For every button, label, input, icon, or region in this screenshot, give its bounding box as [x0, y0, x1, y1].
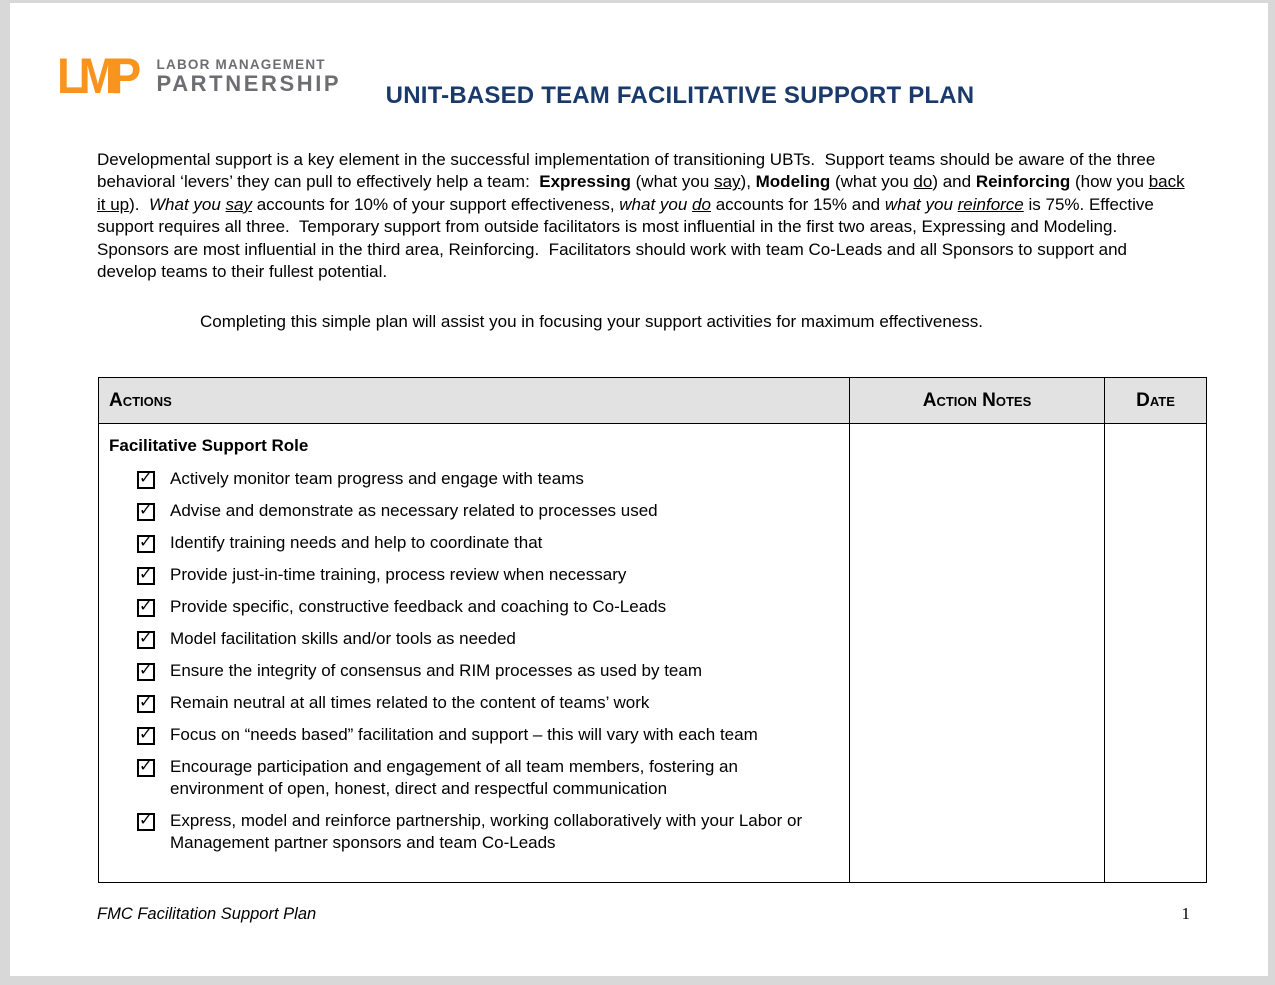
column-header-date: Date [1104, 378, 1206, 423]
completing-plan-sentence: Completing this simple plan will assist you in focusing your support activities for maximum effectiveness. [200, 312, 983, 331]
checklist-item [137, 810, 819, 854]
date-cell [1104, 424, 1206, 882]
action-notes-cell [849, 424, 1104, 882]
intro-segment: (what you [630, 172, 715, 192]
table-header-row [99, 378, 1206, 424]
intro-segment: reinforce [957, 194, 1024, 214]
intro-segment: Developmental support is a key element in the successful implementation of transitioning UBTs. Support teams should be aware of the three behavioral ‘levers’ they can pull to effectively help a team: [97, 150, 1156, 192]
intro-segment: accounts for 15% and [710, 194, 885, 214]
actions-cell [99, 424, 849, 882]
checklist-item [137, 692, 819, 714]
footer-page-number: 1 [1181, 904, 1190, 923]
intro-segment: say [714, 172, 741, 192]
checklist-item [137, 596, 819, 618]
checklist-item [137, 628, 819, 650]
checklist-item [137, 532, 819, 554]
intro-segment: Expressing [539, 172, 631, 192]
checked-checkbox-icon [137, 535, 155, 553]
intro-segment: ), [740, 172, 756, 192]
checklist-item-label: Encourage participation and engagement of all team members, fostering an environment of open, honest, direct and respectful communication [170, 757, 738, 798]
intro-segment: back it up [97, 172, 1185, 214]
document-page [10, 3, 1268, 976]
intro-segment: do [913, 172, 933, 192]
lmp-monogram-icon: LMP [57, 48, 135, 104]
checklist-item-label: Remain neutral at all times related to the content of teams’ work [170, 693, 650, 712]
checklist-item-label: Actively monitor team progress and engage with teams [170, 469, 584, 488]
checked-checkbox-icon [137, 663, 155, 681]
support-plan-table [98, 377, 1207, 883]
table-body-row [99, 424, 1206, 882]
checked-checkbox-icon [137, 631, 155, 649]
checked-checkbox-icon [137, 567, 155, 585]
logo-line1: LABOR MANAGEMENT [156, 57, 326, 72]
intro-segment: What you [148, 194, 226, 214]
checklist-item [137, 468, 819, 490]
page-title: UNIT-BASED TEAM FACILITATIVE SUPPORT PLAN [385, 82, 975, 109]
section-title: Facilitative Support Role [109, 436, 309, 455]
intro-segment: what you [619, 194, 693, 214]
checklist-item-label: Advise and demonstrate as necessary related to processes used [170, 501, 658, 520]
intro-segment: ) and [932, 172, 976, 192]
checklist-item [137, 724, 819, 746]
intro-segment: accounts for 10% of your support effectiveness, [252, 194, 620, 214]
checked-checkbox-icon [137, 599, 155, 617]
checked-checkbox-icon [137, 503, 155, 521]
checklist-item-label: Model facilitation skills and/or tools as needed [170, 629, 516, 648]
intro-segment: do [692, 194, 711, 214]
intro-segment: (what you [830, 172, 914, 192]
checklist-item-label: Identify training needs and help to coordinate that [170, 533, 543, 552]
checklist-item-label: Focus on “needs based” facilitation and support – this will vary with each team [170, 725, 758, 744]
checked-checkbox-icon [137, 695, 155, 713]
checklist-item-label: Express, model and reinforce partnership, working collaboratively with your Labor or Management partner sponsors and team Co-Leads [170, 811, 803, 852]
intro-paragraph [97, 149, 1191, 283]
intro-segment: is 75%. Effective support requires all three. Temporary support from outside facilitators is most influential in the first two areas, Expressing and Modeling. Sponsors are most influential in the third area, Reinforcing. Facilitators should work with team Co-Leads and all Sponsors to support and develop teams to their fullest potential. [97, 194, 1154, 282]
column-header-actions: Actions [109, 389, 172, 411]
checked-checkbox-icon [137, 759, 155, 777]
checklist-item [137, 756, 819, 800]
checklist-item [137, 564, 819, 586]
checklist-item-label: Ensure the integrity of consensus and RIM processes as used by team [170, 661, 702, 680]
logo-line2: PARTNERSHIP [156, 71, 342, 96]
checklist-item-label: Provide just-in-time training, process review when necessary [170, 565, 627, 584]
checked-checkbox-icon [137, 471, 155, 489]
intro-segment: Reinforcing [975, 172, 1071, 192]
footer-document-name: FMC Facilitation Support Plan [97, 905, 317, 923]
checked-checkbox-icon [137, 727, 155, 745]
column-header-action-notes: Action Notes [849, 378, 1104, 423]
intro-segment: (how you [1070, 172, 1149, 192]
checklist-item-label: Provide specific, constructive feedback and coaching to Co-Leads [170, 597, 667, 616]
intro-segment: what you [884, 194, 958, 214]
checklist-item [137, 500, 819, 522]
intro-segment: say [225, 194, 252, 214]
intro-segment: ). [129, 194, 149, 214]
checked-checkbox-icon [137, 813, 155, 831]
checklist-item [137, 660, 819, 682]
intro-segment: Modeling [755, 172, 831, 192]
